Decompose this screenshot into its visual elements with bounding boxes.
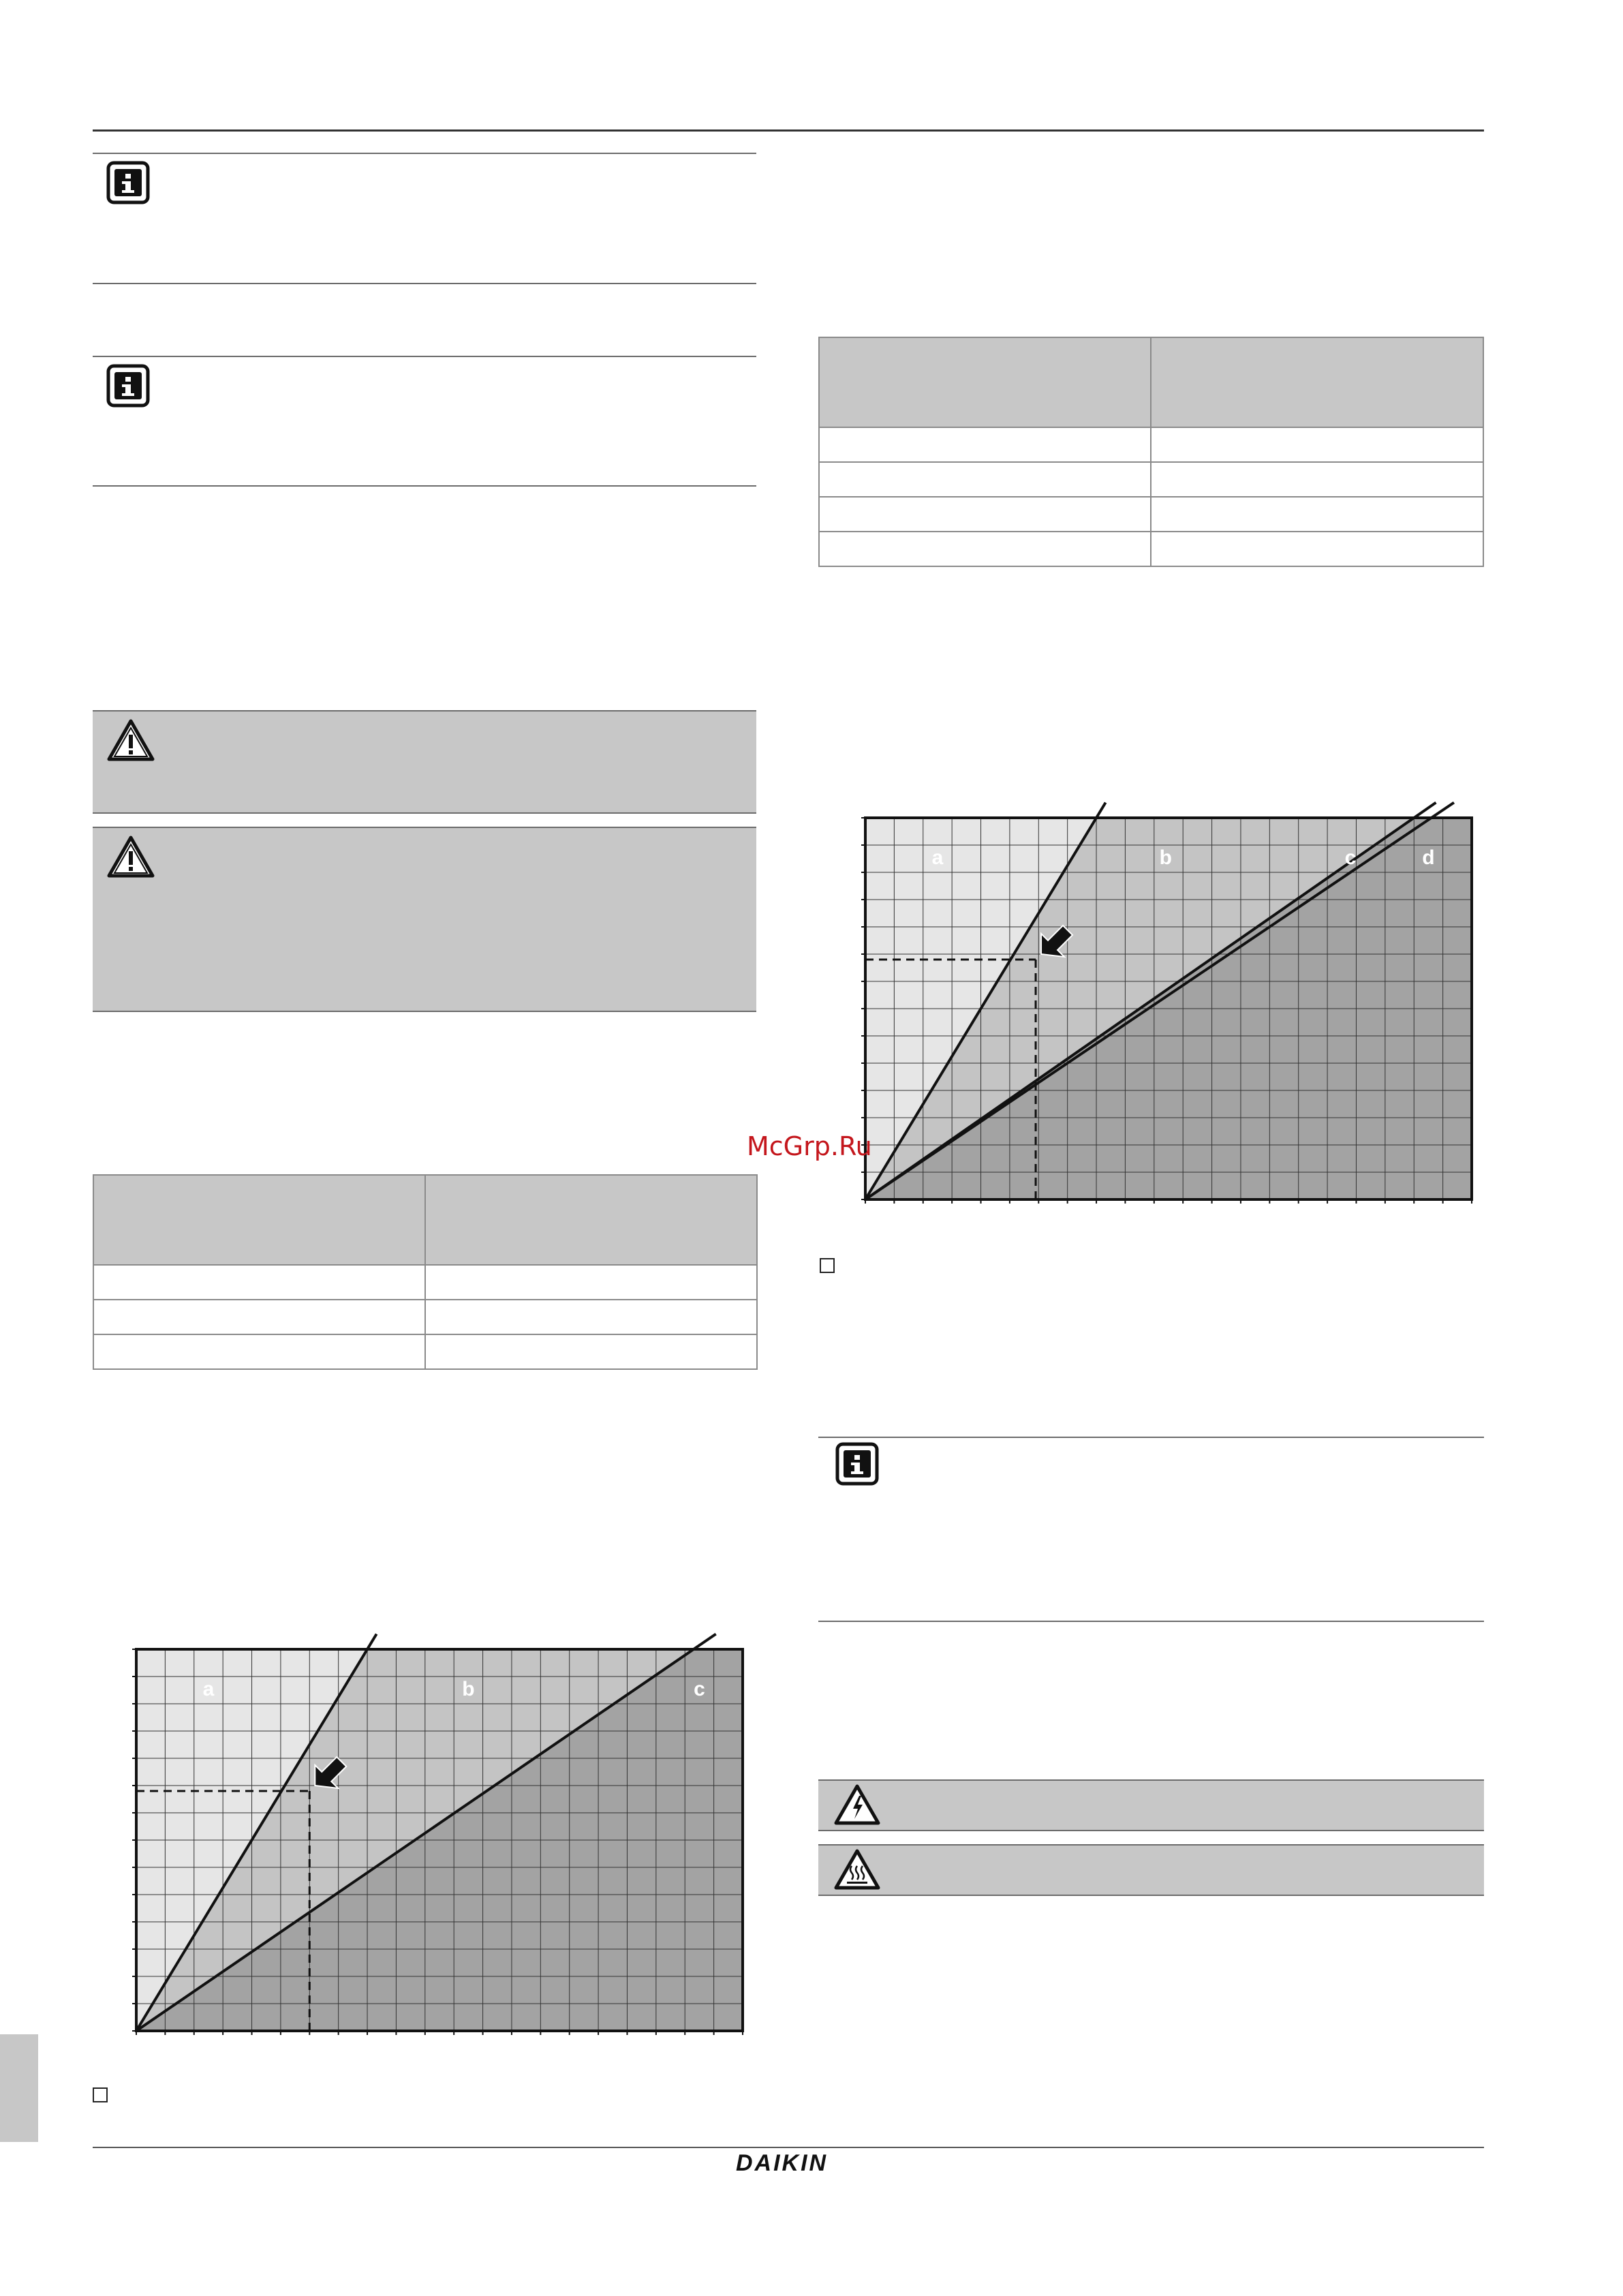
table-cell (425, 1265, 757, 1300)
figure-icon (93, 2087, 108, 2102)
table-header-cell (425, 1175, 757, 1265)
note-rule (93, 153, 756, 154)
table-cell (1151, 497, 1483, 532)
warning-box (93, 710, 756, 814)
chart-zones (102, 1622, 756, 2031)
warning-icon (106, 718, 155, 762)
footer-rule (93, 2147, 1484, 2148)
zone-label-b: b (1159, 846, 1172, 869)
table-row (819, 532, 1483, 566)
table-cell (819, 427, 1151, 462)
side-tab (0, 2034, 38, 2142)
zone-label-a: a (931, 846, 944, 869)
note-rule (93, 283, 756, 284)
figure-icon (820, 1258, 835, 1273)
table-cell (425, 1334, 757, 1369)
note-rule (93, 485, 756, 487)
table-cell (93, 1265, 425, 1300)
table-cell (425, 1300, 757, 1334)
zone-label-a: a (202, 1678, 215, 1700)
table-cell (819, 532, 1151, 566)
warning-box (93, 827, 756, 1012)
info-icon (106, 161, 150, 204)
table-cell (1151, 427, 1483, 462)
right-chart (831, 791, 1485, 1213)
table-cell (1151, 462, 1483, 497)
right-table (818, 337, 1484, 567)
hot-surface-icon (833, 1848, 881, 1891)
warning-icon (106, 835, 155, 878)
zone-label-b: b (462, 1678, 475, 1700)
electric-warning-box (818, 1779, 1484, 1831)
hot-surface-warning-box (818, 1844, 1484, 1896)
table-header-cell (1151, 337, 1483, 427)
note-rule (818, 1621, 1484, 1622)
table-cell (93, 1334, 425, 1369)
table-row (819, 497, 1483, 532)
electric-shock-icon (833, 1784, 881, 1826)
table-header-cell (93, 1175, 425, 1265)
table-cell (819, 462, 1151, 497)
table-header-row (93, 1175, 757, 1265)
table-row (93, 1334, 757, 1369)
note-rule (93, 356, 756, 357)
table-row (819, 427, 1483, 462)
left-chart (102, 1622, 756, 2045)
zone-label-c: c (694, 1678, 705, 1700)
daikin-logo: DAIKIN (736, 2150, 829, 2176)
zone-label-c: c (1344, 846, 1357, 869)
table-row (819, 462, 1483, 497)
table-cell (1151, 532, 1483, 566)
table-cell (819, 497, 1151, 532)
table-row (93, 1265, 757, 1300)
left-table (93, 1174, 758, 1370)
table-cell (93, 1300, 425, 1334)
zone-label-d: d (1422, 846, 1435, 869)
table-header-row (819, 337, 1483, 427)
info-icon (835, 1442, 879, 1486)
page-top-rule (93, 129, 1484, 132)
info-icon (106, 364, 150, 408)
note-rule (818, 1437, 1484, 1438)
watermark: McGrp.Ru (747, 1131, 872, 1161)
table-header-cell (819, 337, 1151, 427)
table-row (93, 1300, 757, 1334)
